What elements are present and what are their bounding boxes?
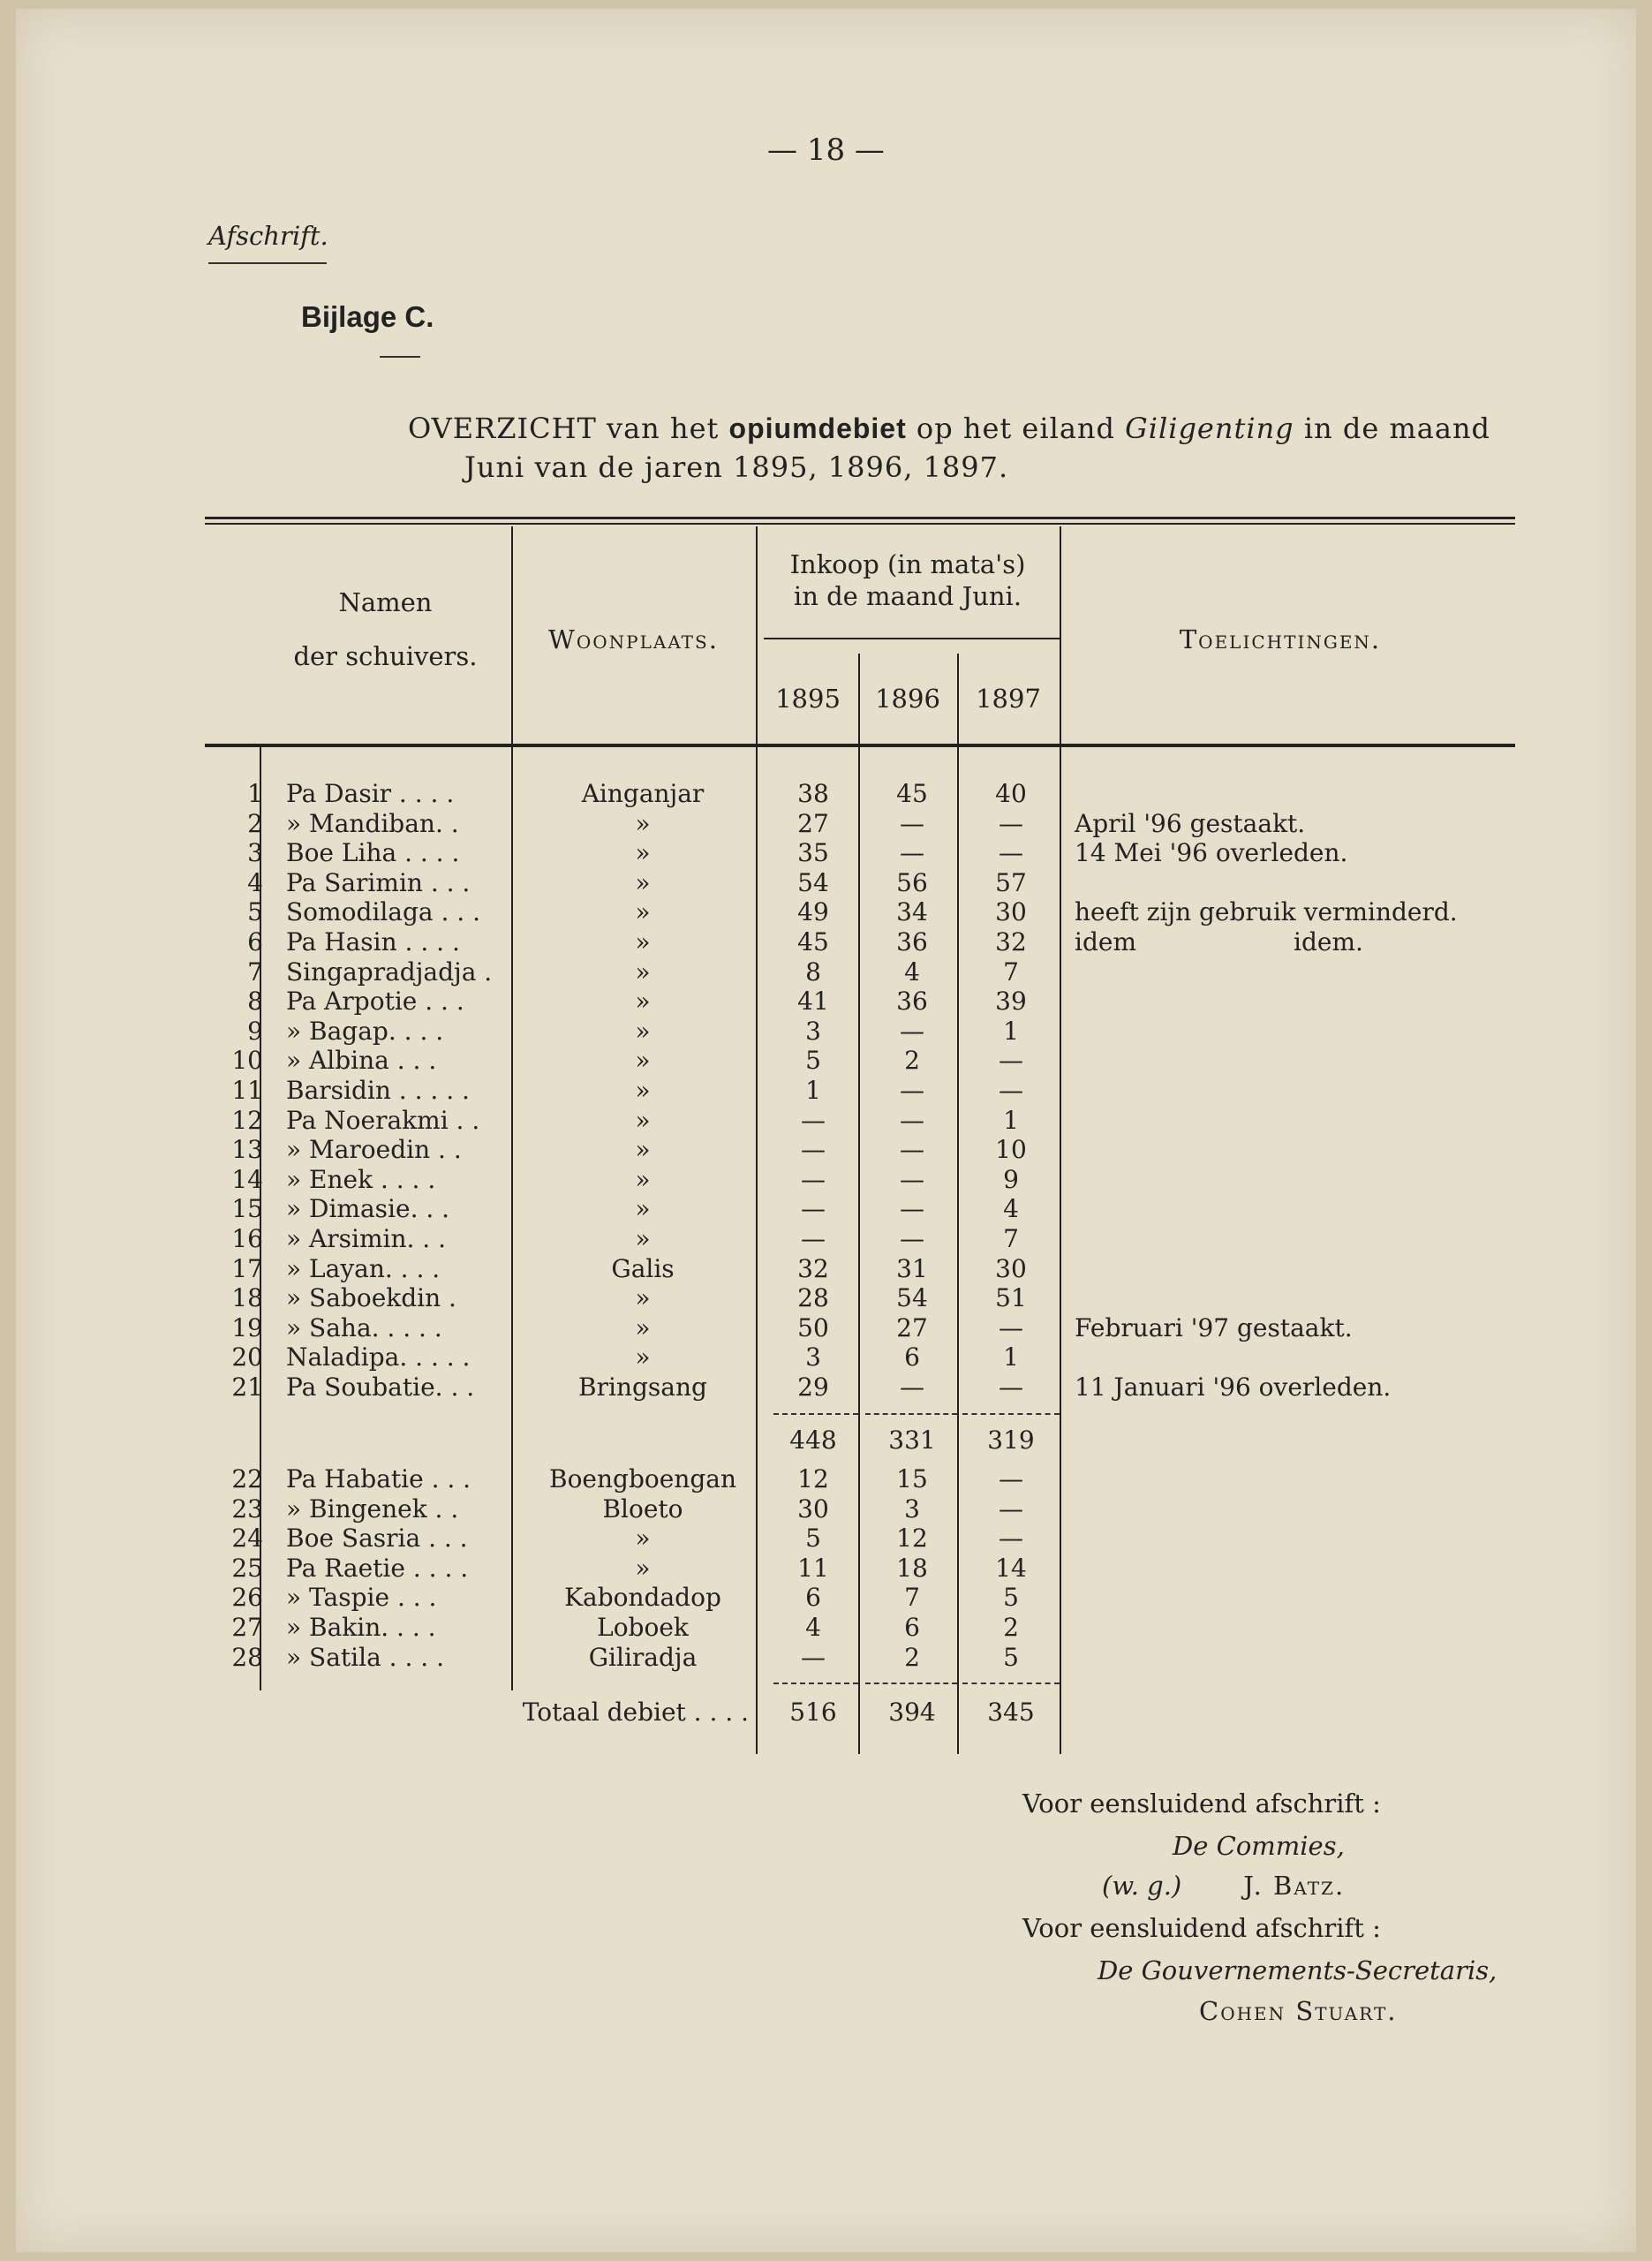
row-1896: 15 bbox=[896, 1464, 928, 1493]
row-1897: — bbox=[999, 808, 1023, 838]
row-remark: idem idem. bbox=[1075, 927, 1363, 957]
row-1895: 27 bbox=[797, 808, 829, 838]
row-1897: — bbox=[999, 838, 1023, 868]
row-1896: 6 bbox=[904, 1342, 920, 1372]
bijlage-underline bbox=[380, 356, 420, 358]
row-number: 1 bbox=[247, 779, 263, 808]
row-1897: — bbox=[999, 1524, 1023, 1554]
row-number: 11 bbox=[231, 1076, 263, 1105]
row-number: 6 bbox=[247, 927, 263, 957]
total-label: Totaal debiet . . . . bbox=[522, 1698, 749, 1727]
row-name: » Arsimin. . . bbox=[286, 1224, 447, 1253]
table-row bbox=[16, 1613, 1636, 1642]
row-1896: 18 bbox=[896, 1553, 928, 1583]
header-toelichtingen: Toelichtingen. bbox=[1179, 624, 1382, 654]
row-place: » bbox=[635, 1164, 651, 1194]
header-year-1895: 1895 bbox=[775, 684, 841, 714]
table-row bbox=[16, 1194, 1636, 1223]
row-number: 9 bbox=[247, 1016, 263, 1046]
subtotal-1895: 448 bbox=[789, 1425, 837, 1455]
row-number: 16 bbox=[231, 1224, 263, 1253]
row-1896: — bbox=[900, 1135, 924, 1165]
row-1895: 4 bbox=[805, 1613, 821, 1642]
row-number: 26 bbox=[231, 1583, 263, 1613]
table-row bbox=[16, 868, 1636, 897]
row-place: » bbox=[635, 1342, 651, 1372]
row-1895: 50 bbox=[797, 1312, 829, 1342]
row-1897: 40 bbox=[995, 779, 1027, 808]
row-1897: 39 bbox=[995, 987, 1027, 1017]
total-1895: 516 bbox=[789, 1698, 837, 1727]
subtotal-1896: 331 bbox=[888, 1425, 936, 1455]
row-1896: 6 bbox=[904, 1613, 920, 1642]
row-name: » Taspie . . . bbox=[286, 1583, 437, 1613]
row-1897: 7 bbox=[1003, 957, 1019, 987]
row-name: Pa Raetie . . . . bbox=[286, 1553, 469, 1583]
row-place: Giliradja bbox=[588, 1642, 698, 1672]
page-number: — 18 — bbox=[767, 132, 885, 168]
table-row bbox=[16, 1017, 1636, 1046]
subtotal-rule-1897 bbox=[962, 1413, 1060, 1415]
header-inkoop-line2: in de maand Juni. bbox=[793, 581, 1022, 611]
signature-line-6: Cohen Stuart. bbox=[1199, 1996, 1398, 2026]
row-1896: — bbox=[900, 1076, 924, 1105]
title-line-1 bbox=[408, 412, 1490, 445]
row-1895: — bbox=[801, 1164, 826, 1194]
table-row bbox=[16, 1254, 1636, 1283]
row-number: 27 bbox=[231, 1613, 263, 1642]
row-1896: 45 bbox=[896, 779, 928, 808]
row-1897: 1 bbox=[1003, 1105, 1019, 1135]
table-row bbox=[16, 1583, 1636, 1612]
row-number: 15 bbox=[231, 1194, 263, 1224]
row-place: » bbox=[635, 838, 651, 868]
row-place: » bbox=[635, 1224, 651, 1253]
row-remark: 14 Mei '96 overleden. bbox=[1075, 838, 1348, 868]
bijlage-heading: Bijlage C. bbox=[301, 300, 434, 333]
signature-line-1: Voor eensluidend afschrift : bbox=[1022, 1788, 1381, 1819]
table-row bbox=[16, 957, 1636, 987]
row-number: 12 bbox=[231, 1105, 263, 1135]
row-name: Pa Hasin . . . . bbox=[286, 927, 460, 957]
row-name: Barsidin . . . . . bbox=[286, 1076, 470, 1105]
row-1897: — bbox=[999, 1372, 1023, 1402]
row-name: Pa Soubatie. . . bbox=[286, 1372, 475, 1402]
table-row bbox=[16, 1076, 1636, 1105]
row-1897: 57 bbox=[995, 867, 1027, 897]
table-row bbox=[16, 1372, 1636, 1402]
row-1895: 3 bbox=[805, 1016, 821, 1046]
row-1897: 9 bbox=[1003, 1164, 1019, 1194]
row-1896: — bbox=[900, 838, 924, 868]
row-name: » Bingenek . . bbox=[286, 1493, 459, 1524]
table-row bbox=[16, 1046, 1636, 1075]
title-text-post: in de maand bbox=[1294, 412, 1491, 445]
header-bottom-rule bbox=[205, 744, 1515, 747]
row-remark: April '96 gestaakt. bbox=[1075, 808, 1306, 838]
row-name: Singapradjadja . bbox=[286, 957, 493, 987]
row-number: 23 bbox=[231, 1493, 263, 1524]
row-place: » bbox=[635, 1194, 651, 1224]
row-1896: — bbox=[900, 1164, 924, 1194]
title-text-bold: opiumdebiet bbox=[728, 412, 907, 444]
row-place: » bbox=[635, 957, 651, 987]
row-name: Somodilaga . . . bbox=[286, 897, 480, 927]
header-year-1896: 1896 bbox=[875, 684, 940, 714]
table-row bbox=[16, 1283, 1636, 1312]
total-rule-1896 bbox=[865, 1683, 957, 1684]
row-1896: — bbox=[900, 1105, 924, 1135]
row-place: » bbox=[635, 808, 651, 838]
total-rule-1897 bbox=[962, 1683, 1060, 1684]
table-row bbox=[16, 1224, 1636, 1253]
header-year-1897: 1897 bbox=[976, 684, 1041, 714]
row-number: 2 bbox=[247, 808, 263, 838]
table-row bbox=[16, 1524, 1636, 1553]
subtotal-rule-1895 bbox=[773, 1413, 858, 1415]
row-name: » Mandiban. . bbox=[286, 808, 459, 838]
row-number: 19 bbox=[231, 1312, 263, 1342]
row-1897: — bbox=[999, 1493, 1023, 1524]
table-row bbox=[16, 1165, 1636, 1194]
row-name: » Maroedin . . bbox=[286, 1135, 462, 1165]
table-row bbox=[16, 1135, 1636, 1164]
row-1897: — bbox=[999, 1046, 1023, 1076]
row-1897: 7 bbox=[1003, 1224, 1019, 1253]
row-place: » bbox=[635, 1076, 651, 1105]
table-row bbox=[16, 1464, 1636, 1493]
row-place: Bringsang bbox=[578, 1372, 707, 1402]
row-name: » Bakin. . . . bbox=[286, 1613, 436, 1642]
row-number: 13 bbox=[231, 1135, 263, 1165]
row-1895: 5 bbox=[805, 1046, 821, 1076]
row-number: 4 bbox=[247, 867, 263, 897]
table-row bbox=[16, 1554, 1636, 1583]
subtotal-rule-1896 bbox=[865, 1413, 957, 1415]
table-row bbox=[16, 897, 1636, 926]
row-1896: 34 bbox=[896, 897, 928, 927]
row-number: 22 bbox=[231, 1464, 263, 1493]
row-1896: 31 bbox=[896, 1253, 928, 1283]
row-1897: 14 bbox=[995, 1553, 1027, 1583]
total-rule-1895 bbox=[773, 1683, 858, 1684]
row-number: 18 bbox=[231, 1283, 263, 1313]
table-top-rule bbox=[205, 517, 1515, 519]
row-number: 17 bbox=[231, 1253, 263, 1283]
row-1895: 28 bbox=[797, 1283, 829, 1313]
row-1895: — bbox=[801, 1224, 826, 1253]
row-number: 24 bbox=[231, 1524, 263, 1554]
signature-commies: De Commies, bbox=[1173, 1831, 1345, 1861]
table-row bbox=[16, 1106, 1636, 1135]
row-name: Pa Sarimin . . . bbox=[286, 867, 471, 897]
row-1895: — bbox=[801, 1194, 826, 1224]
row-1896: 56 bbox=[896, 867, 928, 897]
signature-line-5 bbox=[1098, 1955, 1497, 1985]
row-1895: 49 bbox=[797, 897, 829, 927]
row-number: 8 bbox=[247, 987, 263, 1017]
signature-line-3 bbox=[1102, 1871, 1345, 1901]
header-inkoop-line1: Inkoop (in mata's) bbox=[789, 549, 1026, 579]
row-place: » bbox=[635, 1046, 651, 1076]
row-1895: 8 bbox=[805, 957, 821, 987]
row-1896: 7 bbox=[904, 1583, 920, 1613]
row-1895: 3 bbox=[805, 1342, 821, 1372]
row-1896: 4 bbox=[904, 957, 920, 987]
row-name: » Saboekdin . bbox=[286, 1283, 456, 1313]
row-remark: Februari '97 gestaakt. bbox=[1075, 1312, 1353, 1342]
row-1897: — bbox=[999, 1312, 1023, 1342]
row-place: Bloeto bbox=[602, 1493, 683, 1524]
row-place: » bbox=[635, 1016, 651, 1046]
row-1896: 27 bbox=[896, 1312, 928, 1342]
row-name: Boe Liha . . . . bbox=[286, 838, 460, 868]
row-number: 3 bbox=[247, 838, 263, 868]
signature-batz: J. Batz. bbox=[1243, 1871, 1346, 1901]
table-row bbox=[16, 1643, 1636, 1672]
row-1896: 36 bbox=[896, 927, 928, 957]
total-1897: 345 bbox=[987, 1698, 1035, 1727]
row-place: Galis bbox=[611, 1253, 675, 1283]
row-1897: 5 bbox=[1003, 1583, 1019, 1613]
row-1897: 4 bbox=[1003, 1194, 1019, 1224]
total-1896: 394 bbox=[888, 1698, 936, 1727]
table-row bbox=[16, 779, 1636, 808]
row-name: Pa Arpotie . . . bbox=[286, 987, 464, 1017]
row-1897: 1 bbox=[1003, 1016, 1019, 1046]
row-1895: 29 bbox=[797, 1372, 829, 1402]
table-row bbox=[16, 927, 1636, 957]
row-remark: 11 Januari '96 overleden. bbox=[1075, 1372, 1392, 1402]
row-1896: 2 bbox=[904, 1046, 920, 1076]
signature-line-4: Voor eensluidend afschrift : bbox=[1022, 1913, 1381, 1943]
title-text-pre: OVERZICHT van het bbox=[408, 412, 729, 445]
subtotal-1897: 319 bbox=[987, 1425, 1035, 1455]
row-1895: — bbox=[801, 1105, 826, 1135]
document-page bbox=[16, 9, 1636, 2252]
row-1897: — bbox=[999, 1076, 1023, 1105]
row-1896: — bbox=[900, 1372, 924, 1402]
title-line-2: Juni van de jaren 1895, 1896, 1897. bbox=[464, 450, 1009, 484]
row-1895: 32 bbox=[797, 1253, 829, 1283]
signature-line-2 bbox=[1173, 1831, 1345, 1861]
row-1895: 30 bbox=[797, 1493, 829, 1524]
row-1895: 41 bbox=[797, 987, 829, 1017]
row-place: » bbox=[635, 1553, 651, 1583]
row-name: Pa Dasir . . . . bbox=[286, 779, 455, 808]
row-1897: 32 bbox=[995, 927, 1027, 957]
signature-wg: (w. g.) bbox=[1102, 1871, 1182, 1901]
row-1896: 12 bbox=[896, 1524, 928, 1554]
row-1895: 54 bbox=[797, 867, 829, 897]
row-1895: 38 bbox=[797, 779, 829, 808]
row-number: 20 bbox=[231, 1342, 263, 1372]
row-1895: 12 bbox=[797, 1464, 829, 1493]
row-1896: — bbox=[900, 1224, 924, 1253]
row-place: Ainganjar bbox=[581, 779, 705, 808]
row-1896: 3 bbox=[904, 1493, 920, 1524]
row-1897: 30 bbox=[995, 1253, 1027, 1283]
row-name: Boe Sasria . . . bbox=[286, 1524, 468, 1554]
row-place: » bbox=[635, 1105, 651, 1135]
table-row bbox=[16, 1313, 1636, 1342]
row-number: 28 bbox=[231, 1642, 263, 1672]
row-place: » bbox=[635, 867, 651, 897]
row-place: » bbox=[635, 987, 651, 1017]
row-remark: heeft zijn gebruik verminderd. bbox=[1075, 897, 1458, 927]
row-1895: — bbox=[801, 1135, 826, 1165]
row-place: » bbox=[635, 1283, 651, 1313]
table-row bbox=[16, 1494, 1636, 1524]
row-place: » bbox=[635, 1312, 651, 1342]
row-name: » Albina . . . bbox=[286, 1046, 437, 1076]
row-name: Pa Habatie . . . bbox=[286, 1464, 471, 1493]
row-1896: — bbox=[900, 808, 924, 838]
row-1896: 36 bbox=[896, 987, 928, 1017]
row-1897: — bbox=[999, 1464, 1023, 1493]
row-place: » bbox=[635, 1135, 651, 1165]
table-row bbox=[16, 838, 1636, 867]
inkoop-rule bbox=[764, 638, 1060, 639]
row-number: 10 bbox=[231, 1046, 263, 1076]
row-place: » bbox=[635, 1524, 651, 1554]
title-text-mid: op het eiland bbox=[906, 412, 1126, 445]
row-place: » bbox=[635, 897, 651, 927]
row-1895: 35 bbox=[797, 838, 829, 868]
afschrift-underline bbox=[208, 262, 327, 264]
row-number: 5 bbox=[247, 897, 263, 927]
row-place: Boengboengan bbox=[549, 1464, 736, 1493]
row-number: 25 bbox=[231, 1553, 263, 1583]
row-1897: 10 bbox=[995, 1135, 1027, 1165]
header-woonplaats: Woonplaats. bbox=[548, 624, 719, 654]
row-place: Loboek bbox=[597, 1613, 689, 1642]
row-name: » Bagap. . . . bbox=[286, 1016, 444, 1046]
row-name: » Layan. . . . bbox=[286, 1253, 441, 1283]
row-1897: 2 bbox=[1003, 1613, 1019, 1642]
afschrift-label: Afschrift. bbox=[208, 221, 328, 251]
row-name: » Dimasie. . . bbox=[286, 1194, 450, 1224]
table-top-rule-2 bbox=[205, 523, 1515, 525]
row-1895: 5 bbox=[805, 1524, 821, 1554]
row-number: 14 bbox=[231, 1164, 263, 1194]
row-1897: 5 bbox=[1003, 1642, 1019, 1672]
row-number: 7 bbox=[247, 957, 263, 987]
header-names-line2: der schuivers. bbox=[293, 641, 478, 671]
row-1896: — bbox=[900, 1194, 924, 1224]
row-name: » Saha. . . . . bbox=[286, 1312, 442, 1342]
row-1895: 6 bbox=[805, 1583, 821, 1613]
title-text-italic: Giligenting bbox=[1125, 412, 1294, 445]
row-1897: 1 bbox=[1003, 1342, 1019, 1372]
row-number: 21 bbox=[231, 1372, 263, 1402]
row-1897: 51 bbox=[995, 1283, 1027, 1313]
row-place: Kabondadop bbox=[564, 1583, 721, 1613]
row-1897: 30 bbox=[995, 897, 1027, 927]
table-row bbox=[16, 1342, 1636, 1372]
row-1896: 2 bbox=[904, 1642, 920, 1672]
row-1895: 1 bbox=[805, 1076, 821, 1105]
row-name: Naladipa. . . . . bbox=[286, 1342, 471, 1372]
row-1895: — bbox=[801, 1642, 826, 1672]
row-1896: — bbox=[900, 1016, 924, 1046]
header-names-line1: Namen bbox=[338, 587, 433, 617]
signature-secretaris: De Gouvernements-Secretaris, bbox=[1098, 1955, 1497, 1985]
row-name: Pa Noerakmi . . bbox=[286, 1105, 480, 1135]
table-row bbox=[16, 809, 1636, 838]
row-1895: 45 bbox=[797, 927, 829, 957]
row-name: » Satila . . . . bbox=[286, 1642, 444, 1672]
row-1895: 11 bbox=[797, 1553, 829, 1583]
table-row bbox=[16, 987, 1636, 1016]
row-name: » Enek . . . . bbox=[286, 1164, 436, 1194]
row-place: » bbox=[635, 927, 651, 957]
row-1896: 54 bbox=[896, 1283, 928, 1313]
